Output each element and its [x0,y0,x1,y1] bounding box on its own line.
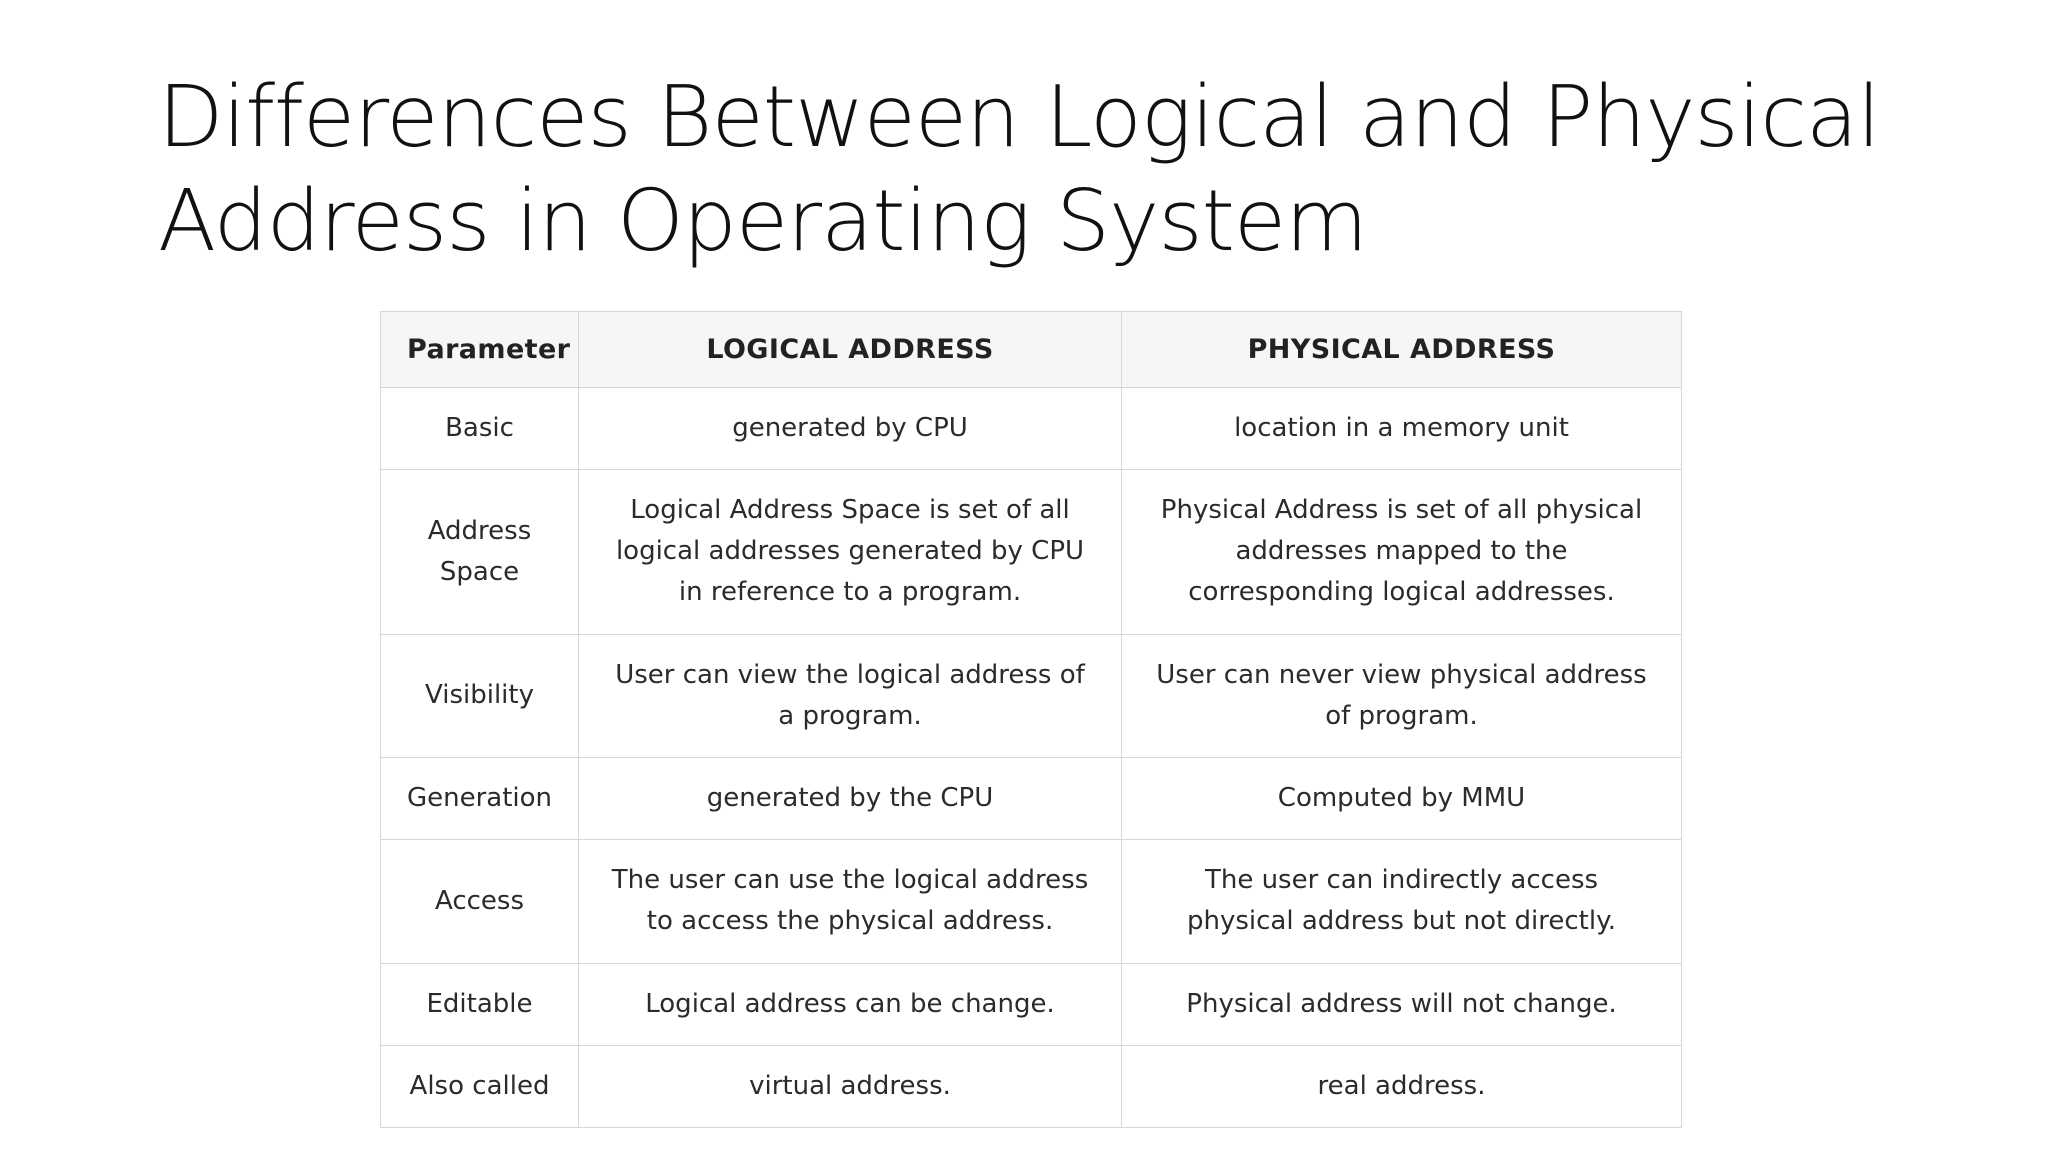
comparison-table [380,311,1682,1128]
table-header-row [381,312,1682,388]
table-row [381,757,1682,839]
row-logical: Logical address can be change. [579,963,1122,1045]
row-parameter: Visibility [381,634,579,757]
row-parameter: Generation [381,757,579,839]
row-physical: location in a memory unit [1122,388,1682,470]
row-physical: The user can indirectly access physical address but not directly. [1122,840,1682,963]
header-parameter: Parameter [381,312,579,388]
row-physical: Physical Address is set of all physical addresses mapped to the corresponding logical addresses. [1122,470,1682,634]
table-row [381,1045,1682,1127]
slide-title: Differences Between Logical and Physical Address in Operating System [158,68,1880,271]
row-logical: The user can use the logical address to access the physical address. [579,840,1122,963]
table-row [381,634,1682,757]
row-physical: Physical address will not change. [1122,963,1682,1045]
row-logical: generated by CPU [579,388,1122,470]
header-logical-address: LOGICAL ADDRESS [579,312,1122,388]
row-parameter: Access [381,840,579,963]
table-row [381,388,1682,470]
table-row [381,963,1682,1045]
row-physical: real address. [1122,1045,1682,1127]
row-parameter: Editable [381,963,579,1045]
table-row [381,470,1682,634]
row-logical: User can view the logical address of a program. [579,634,1122,757]
row-parameter: Basic [381,388,579,470]
row-logical: generated by the CPU [579,757,1122,839]
row-parameter: Also called [381,1045,579,1127]
row-logical: Logical Address Space is set of all logical addresses generated by CPU in reference to a program. [579,470,1122,634]
comparison-table-container [380,311,1681,1128]
header-physical-address: PHYSICAL ADDRESS [1122,312,1682,388]
row-physical: Computed by MMU [1122,757,1682,839]
row-logical: virtual address. [579,1045,1122,1127]
row-physical: User can never view physical address of program. [1122,634,1682,757]
table-row [381,840,1682,963]
row-parameter: Address Space [381,470,579,634]
